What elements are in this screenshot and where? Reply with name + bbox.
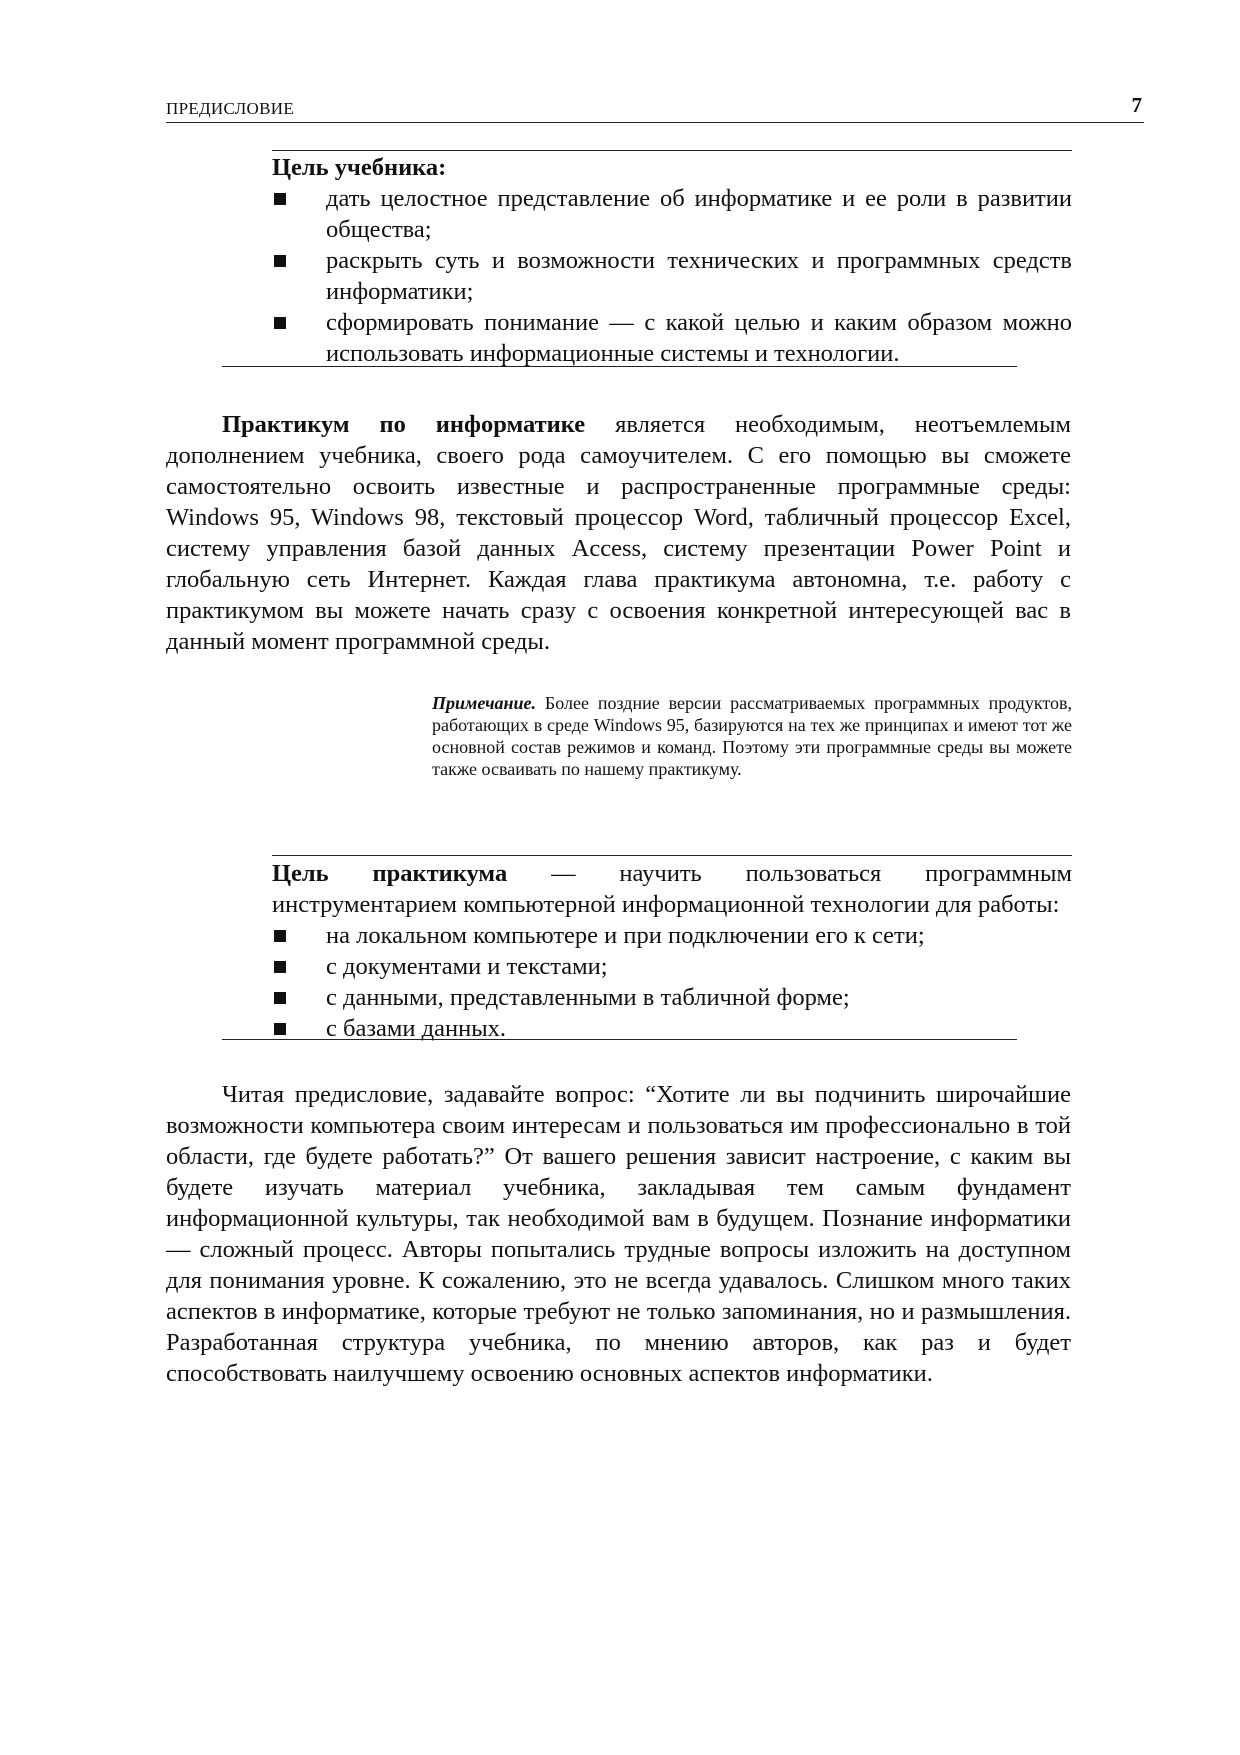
textbook-goal-list xyxy=(272,183,1072,369)
note xyxy=(432,692,1072,780)
page-number: 7 xyxy=(1131,93,1142,117)
square-bullet-icon xyxy=(274,992,286,1004)
square-bullet-icon xyxy=(274,1023,286,1035)
list-item-text: с данными, представленными в табличной форме; xyxy=(326,984,850,1011)
practicum-goal-box xyxy=(272,858,1072,1044)
list-item xyxy=(272,951,1072,982)
practicum-goal-bottom-rule xyxy=(222,1039,1017,1040)
square-bullet-icon xyxy=(274,255,286,267)
textbook-goal-top-rule xyxy=(272,150,1072,151)
list-item-text: с базами данных. xyxy=(326,1015,507,1042)
note-text: Более поздние версии рассматриваемых программных продуктов, работающих в среде Windows 95, базируются на тех же принципах и имеют тот же основной состав режимов и команд. Поэтому эти программные среды вы можете также осваивать по нашему практикуму. xyxy=(432,693,1072,779)
note-label: Примечание. xyxy=(432,693,537,713)
square-bullet-icon xyxy=(274,193,286,205)
list-item xyxy=(272,982,1072,1013)
practicum-text: является необходимым, неотъемлемым дополнением учебника, своего рода самоучителем. С его помощью вы сможете самостоятельно освоить известные и распространенные программные среды: Windows 95, Windows 98, текстовый процессор Word, табличный процессор Excel, систему управления базой данных Access, систему презентации Power Point и глобальную сеть Интернет. Каждая глава практикума автономна, т.е. работу с практикумом вы можете начать сразу с освоения конкретной интересующей вас в данный момент программной среды. xyxy=(166,411,1071,655)
textbook-goal-box xyxy=(272,152,1072,369)
list-item-text: раскрыть суть и возможности технических и программных средств информатики; xyxy=(326,247,1072,305)
list-item-text: дать целостное представление об информатике и ее роли в развитии общества; xyxy=(326,185,1072,243)
square-bullet-icon xyxy=(274,961,286,973)
list-item xyxy=(272,307,1072,369)
list-item xyxy=(272,183,1072,245)
square-bullet-icon xyxy=(274,930,286,942)
practicum-lead: Практикум по информатике xyxy=(222,411,586,438)
practicum-paragraph xyxy=(166,409,1071,657)
list-item-text: на локальном компьютере и при подключении его к сети; xyxy=(326,922,925,949)
list-item xyxy=(272,245,1072,307)
practicum-goal-intro xyxy=(272,858,1072,920)
practicum-goal-heading: Цель практикума xyxy=(272,860,508,887)
practicum-goal-intro-text: — научить пользоваться программным инструментарием компьютерной информационной технологии для работы: xyxy=(272,860,1073,918)
practicum-goal-list xyxy=(272,920,1072,1044)
textbook-goal-bottom-rule xyxy=(222,366,1017,367)
list-item-text: сформировать понимание — с какой целью и каким образом можно использовать информационные системы и технологии. xyxy=(326,309,1072,367)
list-item xyxy=(272,920,1072,951)
list-item-text: с документами и текстами; xyxy=(326,953,608,980)
square-bullet-icon xyxy=(274,317,286,329)
textbook-goal-heading: Цель учебника: xyxy=(272,154,447,181)
practicum-goal-top-rule xyxy=(272,855,1072,856)
running-header xyxy=(166,92,1144,123)
section-title: ПРЕДИСЛОВИЕ xyxy=(166,99,295,118)
closing-paragraph: Читая предисловие, задавайте вопрос: “Хотите ли вы подчинить широчайшие возможности компьютера своим интересам и пользоваться им профессионально в той области, где будете работать?” От вашего решения зависит настроение, с каким вы будете изучать материал учебника, закладывая тем самым фундамент информационной культуры, так необходимой вам в будущем. Познание информатики — сложный процесс. Авторы попытались трудные вопросы изложить на доступном для понимания уровне. К сожалению, это не всегда удавалось. Слишком много таких аспектов в информатике, которые требуют не только запоминания, но и размышления. Разработанная структура учебника, по мнению авторов, как раз и будет способствовать наилучшему освоению основных аспектов информатики. xyxy=(166,1081,1071,1387)
